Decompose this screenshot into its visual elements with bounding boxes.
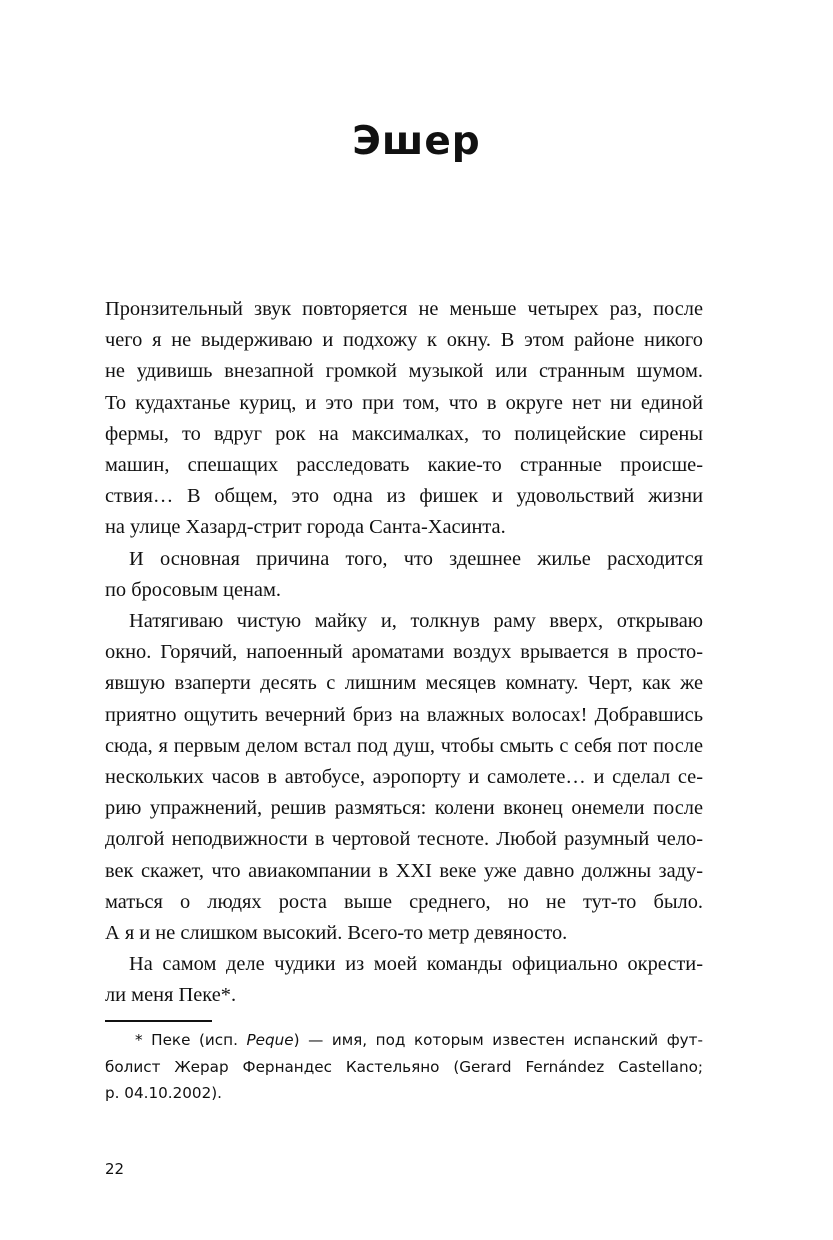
paragraph-4	[105, 949, 703, 1011]
text-line: сюда, я первым делом встал под душ, чтобы смыть с себя пот после	[105, 734, 703, 757]
paragraph-2	[105, 544, 703, 606]
text-line: явшую взаперти десять с лишним месяцев комнату. Черт, как же	[105, 672, 703, 695]
text-line: ли меня Пеке*.	[105, 984, 237, 1007]
text-line: Натягиваю чистую майку и, толкнув раму вверх, открываю	[129, 610, 703, 633]
text-line: Пронзительный звук повторяется не меньше четырех раз, после	[105, 298, 703, 320]
footnote-line	[105, 1027, 703, 1054]
text-line: окно. Горячий, напоенный ароматами воздух врывается в просто-	[105, 641, 703, 664]
text-line: фермы, то вдруг рок на максималках, то полицейские сирены	[105, 422, 703, 445]
text-line: рию упражнений, решив размяться: колени вконец онемели после	[105, 797, 703, 820]
footnote-line: р. 04.10.2002).	[105, 1084, 223, 1102]
text-line: маться о людях роста выше среднего, но не тут-то было.	[105, 890, 703, 913]
chapter-title: Эшер	[352, 119, 481, 164]
text-line: на улице Хазард-стрит города Санта-Хасинта.	[105, 516, 506, 539]
text-line: На самом деле чудики из моей команды официально окрести-	[129, 953, 703, 976]
text-line: И основная причина того, что здешнее жилье расходится	[129, 547, 703, 570]
footnote-italic-term: Peque	[246, 1031, 294, 1049]
text-line: ствия… В общем, это одна из фишек и удовольствий жизни	[105, 485, 703, 508]
text-line: чего я не выдерживаю и подхожу к окну. В этом районе никого	[105, 329, 703, 352]
text-line: машин, спешащих расследовать какие-то странные происше-	[105, 454, 703, 477]
footnote	[105, 1027, 703, 1107]
paragraph-3	[105, 606, 703, 949]
footnote-divider	[105, 1020, 212, 1022]
text-line: не удивишь внезапной громкой музыкой или странным шумом.	[105, 360, 703, 383]
text-line: по бросовым ценам.	[105, 578, 281, 601]
footnote-text: ) — имя, под которым известен испанский фут-	[293, 1031, 704, 1049]
footnote-text: * Пеке (исп.	[135, 1031, 247, 1049]
paragraph-1	[105, 294, 703, 544]
text-line: приятно ощутить вечерний бриз на влажных волосах! Добравшись	[105, 703, 703, 726]
text-line: век скажет, что авиакомпании в XXI веке уже давно должны заду-	[105, 859, 703, 882]
text-line: нескольких часов в автобусе, аэропорту и самолете… и сделал се-	[105, 766, 703, 789]
text-line: То кудахтанье куриц, и это при том, что в округе нет ни единой	[105, 391, 703, 414]
text-line: А я и не слишком высокий. Всего-то метр девяносто.	[105, 922, 568, 945]
text-line: долгой неподвижности в чертовой тесноте. Любой разумный чело-	[105, 828, 703, 851]
page-number: 22	[105, 1160, 125, 1178]
footnote-line: болист Жерар Фернандес Кастельяно (Gerard Fernández Castellano;	[105, 1057, 703, 1076]
body-text	[105, 294, 703, 1012]
